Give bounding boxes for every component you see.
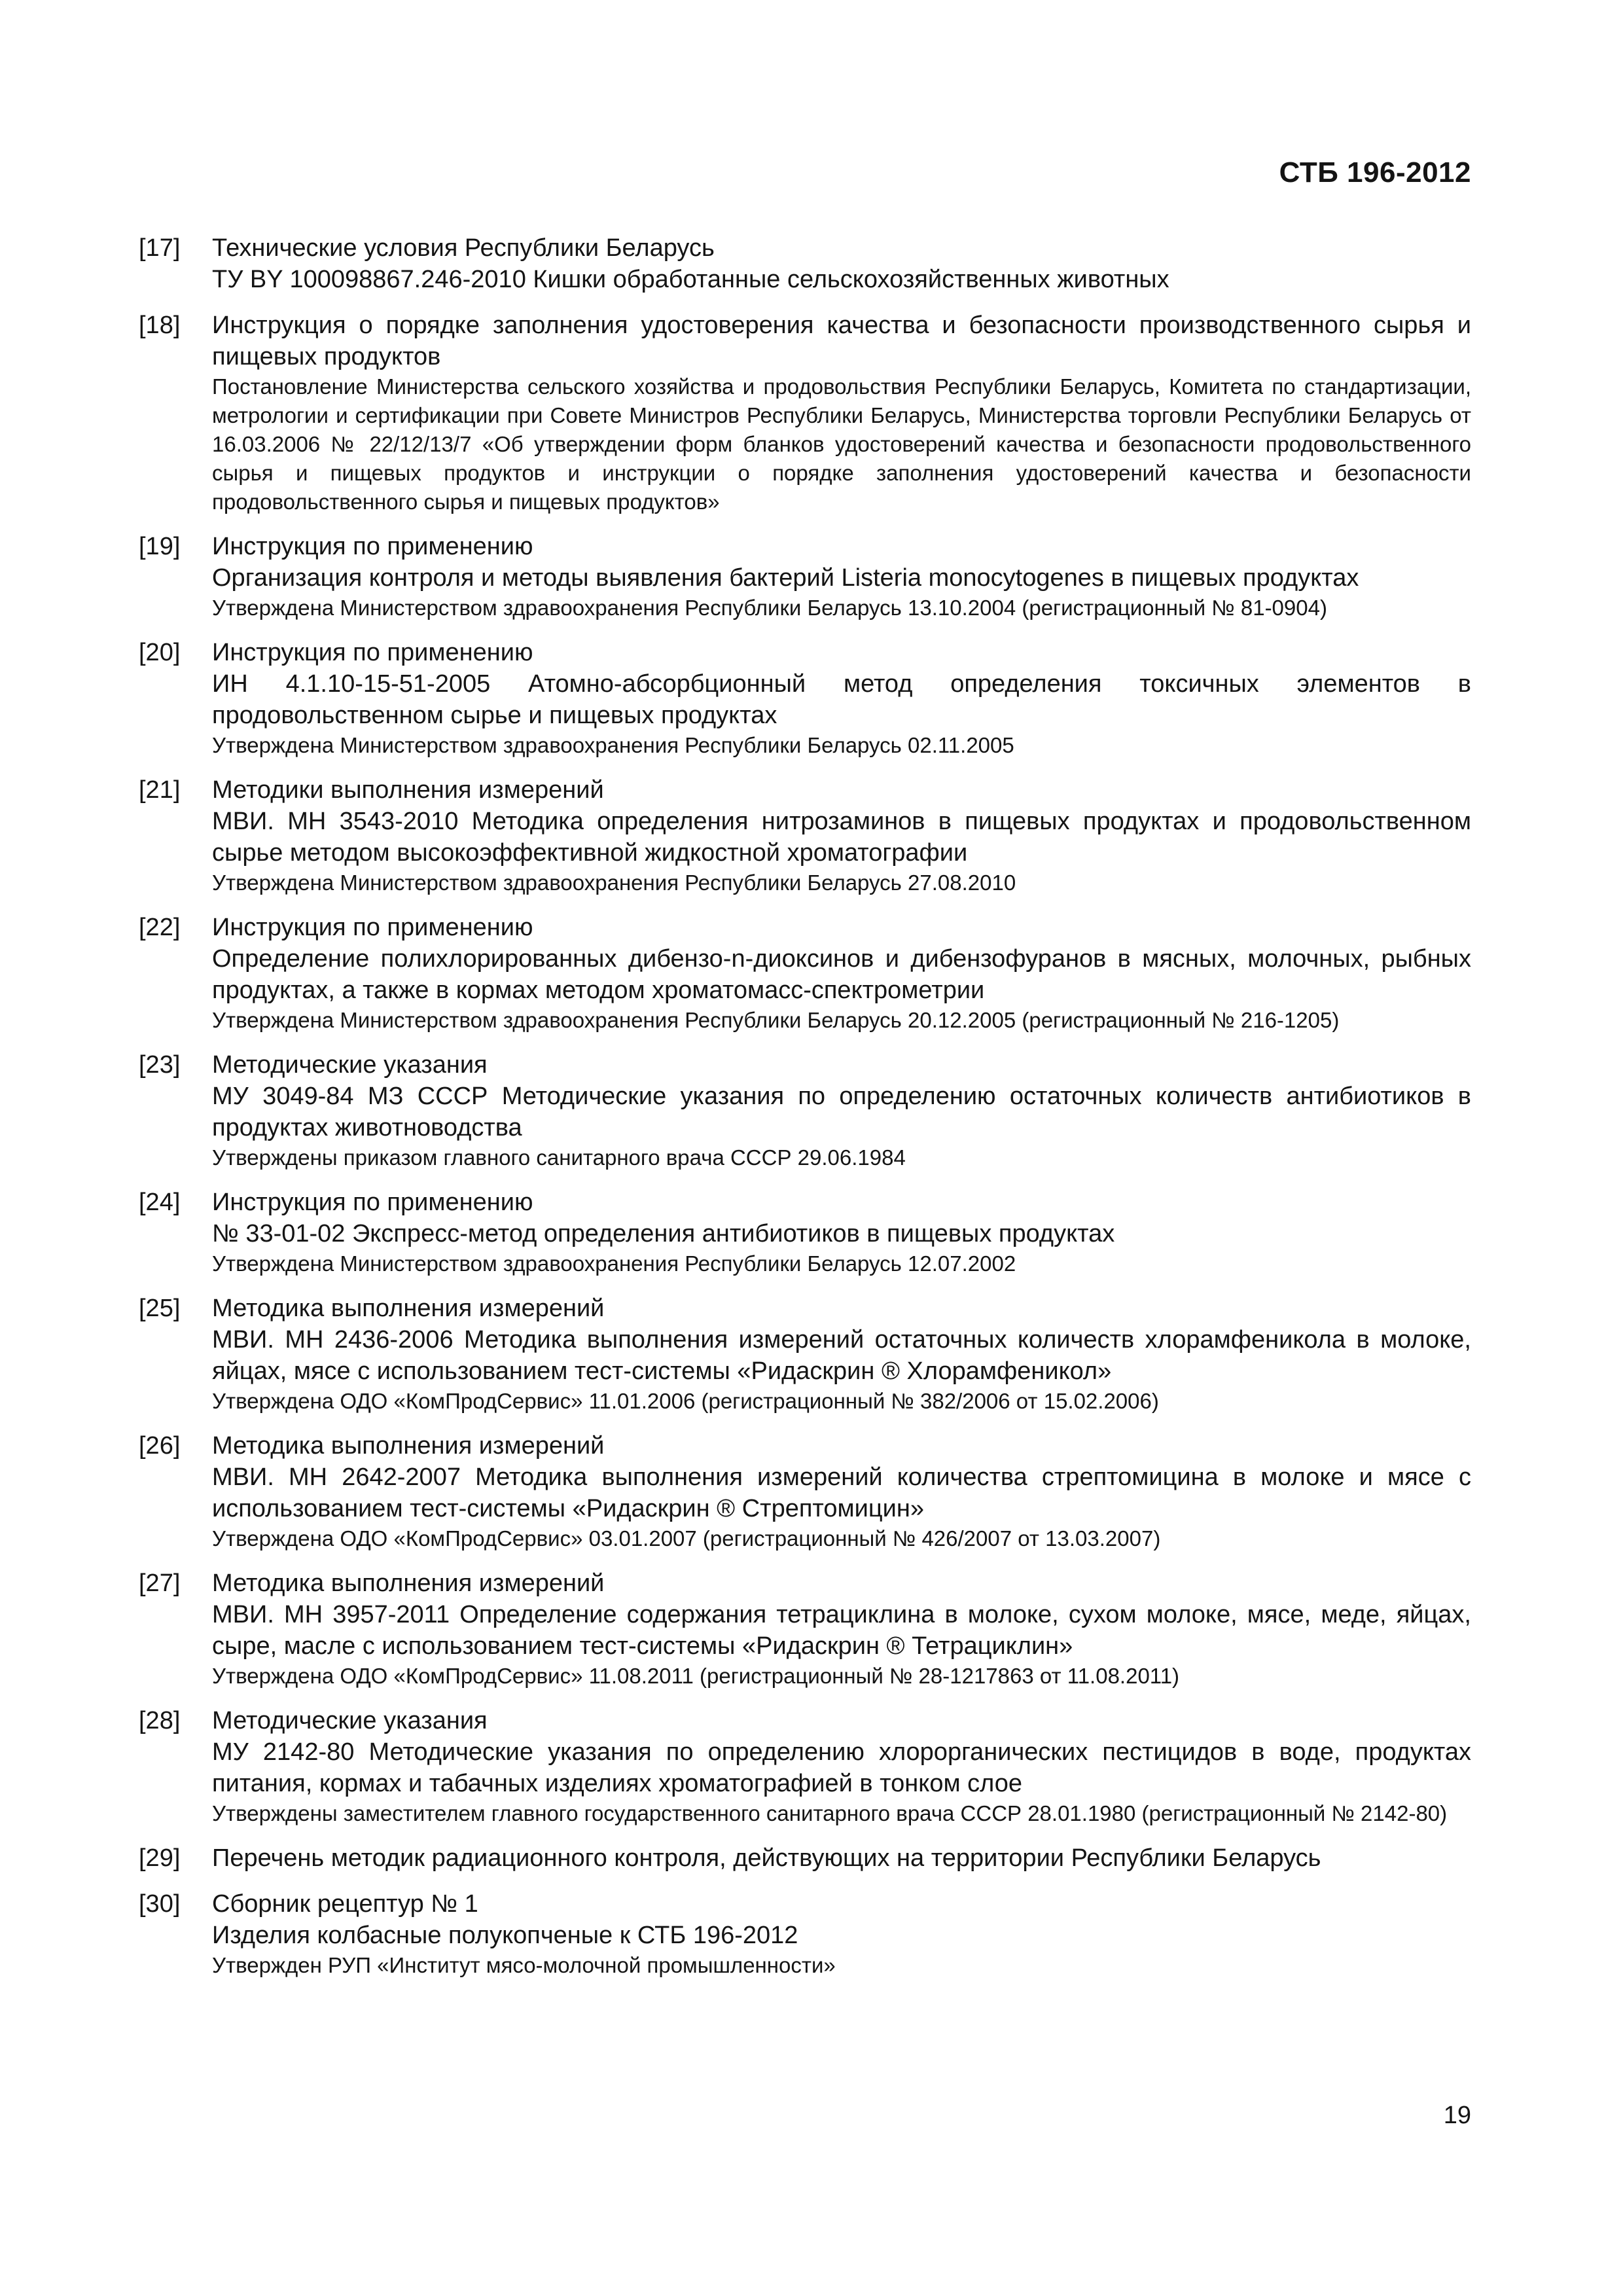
reference-body — [212, 1430, 1471, 1553]
reference-23 — [139, 1049, 1471, 1172]
reference-body — [212, 774, 1471, 897]
reference-note: Утверждена Министерством здравоохранения Республики Беларусь 20.12.2005 (регистрационный № 216-1205) — [212, 1008, 1340, 1032]
reference-body — [212, 232, 1471, 295]
reference-title: Инструкция по применению — [212, 639, 533, 666]
reference-title: Перечень методик радиационного контроля, действующих на территории Республики Беларусь — [212, 1844, 1321, 1872]
reference-title: Методика выполнения измерений — [212, 1295, 605, 1322]
reference-number: [23] — [139, 1051, 181, 1079]
reference-body — [212, 531, 1471, 622]
reference-document: ТУ BY 100098867.246-2010 Кишки обработанные сельскохозяйственных животных — [212, 266, 1169, 293]
page-number: 19 — [1443, 2102, 1471, 2129]
reference-24 — [139, 1187, 1471, 1278]
reference-title: Методики выполнения измерений — [212, 776, 604, 804]
reference-title: Инструкция о порядке заполнения удостоверения качества и безопасности производственного сырья и пищевых продуктов — [212, 312, 1471, 370]
reference-note: Утверждена Министерством здравоохранения Республики Беларусь 12.07.2002 — [212, 1251, 1016, 1276]
reference-title: Технические условия Республики Беларусь — [212, 234, 715, 262]
reference-note: Утверждена ОДО «КомПродСервис» 03.01.2007 (регистрационный № 426/2007 от 13.03.2007) — [212, 1526, 1161, 1551]
reference-document: Определение полихлорированных дибензо-n-диоксинов и дибензофуранов в мясных, молочных, рыбных продуктах, а также в кормах методом хроматомасс-спектрометрии — [212, 945, 1471, 1004]
reference-body — [212, 1705, 1471, 1828]
reference-note: Утверждены приказом главного санитарного врача СССР 29.06.1984 — [212, 1145, 906, 1170]
reference-26 — [139, 1430, 1471, 1553]
reference-17 — [139, 232, 1471, 295]
reference-27 — [139, 1568, 1471, 1691]
reference-body — [212, 310, 1471, 516]
reference-note: Утверждена ОДО «КомПродСервис» 11.08.2011 (регистрационный № 28-1217863 от 11.08.2011) — [212, 1664, 1180, 1688]
reference-22 — [139, 912, 1471, 1035]
reference-document: МУ 3049-84 МЗ СССР Методические указания по определению остаточных количеств антибиотиков в продуктах животноводства — [212, 1083, 1471, 1141]
reference-note: Утвержден РУП «Институт мясо-молочной промышленности» — [212, 1953, 836, 1977]
reference-title: Методика выполнения измерений — [212, 1570, 605, 1597]
reference-30 — [139, 1888, 1471, 1980]
bibliography-list — [139, 232, 1471, 1994]
reference-number: [29] — [139, 1844, 181, 1872]
reference-number: [17] — [139, 234, 181, 262]
reference-note: Утверждена ОДО «КомПродСервис» 11.01.2006 (регистрационный № 382/2006 от 15.02.2006) — [212, 1389, 1159, 1413]
reference-20 — [139, 637, 1471, 760]
reference-number: [26] — [139, 1432, 181, 1460]
reference-body — [212, 1888, 1471, 1980]
reference-25 — [139, 1293, 1471, 1416]
reference-note: Утверждена Министерством здравоохранения Республики Беларусь 13.10.2004 (регистрационный № 81-0904) — [212, 596, 1327, 620]
reference-number: [25] — [139, 1295, 181, 1322]
reference-note: Утверждены заместителем главного государственного санитарного врача СССР 28.01.1980 (регистрационный № 2142-80) — [212, 1801, 1448, 1825]
reference-28 — [139, 1705, 1471, 1828]
reference-number: [28] — [139, 1707, 181, 1734]
reference-document: ИН 4.1.10-15-51-2005 Атомно-абсорбционный метод определения токсичных элементов в продовольственном сырье и пищевых продуктах — [212, 670, 1471, 729]
reference-body — [212, 637, 1471, 760]
reference-number: [20] — [139, 639, 181, 666]
reference-21 — [139, 774, 1471, 897]
reference-document: МВИ. МН 2642-2007 Методика выполнения измерений количества стрептомицина в молоке и мясе с использованием тест-системы «Ридаскрин ® Стрептомицин» — [212, 1463, 1471, 1522]
reference-document: Организация контроля и методы выявления бактерий Listeria monocytogenes в пищевых продуктах — [212, 564, 1359, 592]
reference-note: Утверждена Министерством здравоохранения Республики Беларусь 02.11.2005 — [212, 733, 1014, 757]
reference-title: Сборник рецептур № 1 — [212, 1890, 478, 1918]
reference-title: Методические указания — [212, 1051, 488, 1079]
reference-number: [19] — [139, 533, 181, 560]
reference-number: [30] — [139, 1890, 181, 1918]
reference-number: [27] — [139, 1570, 181, 1597]
reference-title: Методика выполнения измерений — [212, 1432, 605, 1460]
reference-document: № 33-01-02 Экспресс-метод определения антибиотиков в пищевых продуктах — [212, 1220, 1115, 1247]
reference-document: МВИ. МН 3957-2011 Определение содержания тетрациклина в молоке, сухом молоке, мясе, меде, яйцах, сыре, масле с использованием тест-системы «Ридаскрин ® Тетрациклин» — [212, 1601, 1471, 1660]
reference-document: МУ 2142-80 Методические указания по определению хлорорганических пестицидов в воде, продуктах питания, кормах и табачных изделиях хроматографией в тонком слое — [212, 1738, 1471, 1797]
reference-number: [18] — [139, 312, 181, 339]
reference-note: Утверждена Министерством здравоохранения Республики Беларусь 27.08.2010 — [212, 870, 1016, 895]
reference-number: [22] — [139, 914, 181, 941]
reference-body — [212, 1568, 1471, 1691]
reference-body — [212, 1049, 1471, 1172]
reference-body — [212, 1842, 1471, 1874]
reference-title: Методические указания — [212, 1707, 488, 1734]
reference-19 — [139, 531, 1471, 622]
reference-body — [212, 1293, 1471, 1416]
reference-number: [24] — [139, 1189, 181, 1216]
reference-document: Изделия колбасные полукопченые к СТБ 196-2012 — [212, 1922, 798, 1949]
reference-body — [212, 1187, 1471, 1278]
reference-title: Инструкция по применению — [212, 533, 533, 560]
reference-29 — [139, 1842, 1471, 1874]
reference-18 — [139, 310, 1471, 516]
reference-body — [212, 912, 1471, 1035]
reference-title: Инструкция по применению — [212, 914, 533, 941]
reference-document: МВИ. МН 2436-2006 Методика выполнения измерений остаточных количеств хлорамфеникола в молоке, яйцах, мясе с использованием тест-системы «Ридаскрин ® Хлорамфеникол» — [212, 1326, 1471, 1385]
reference-note: Постановление Министерства сельского хозяйства и продовольствия Республики Беларусь, Комитета по стандартизации, метрологии и сертификации при Совете Министров Республики Беларусь, Министерства торговли Республики Беларусь от 16.03.2006 № 22/12/13/7 «Об утверждении форм бланков удостоверений качества и безопасности продовольственного сырья и пищевых продуктов и инструкции о порядке заполнения удостоверений качества и безопасности продовольственного сырья и пищевых продуктов» — [212, 374, 1471, 514]
reference-document: МВИ. МН 3543-2010 Методика определения нитрозаминов в пищевых продуктах и продовольственном сырье методом высокоэффективной жидкостной хроматографии — [212, 808, 1471, 867]
reference-number: [21] — [139, 776, 181, 804]
reference-title: Инструкция по применению — [212, 1189, 533, 1216]
document-code: СТБ 196-2012 — [1279, 156, 1471, 188]
